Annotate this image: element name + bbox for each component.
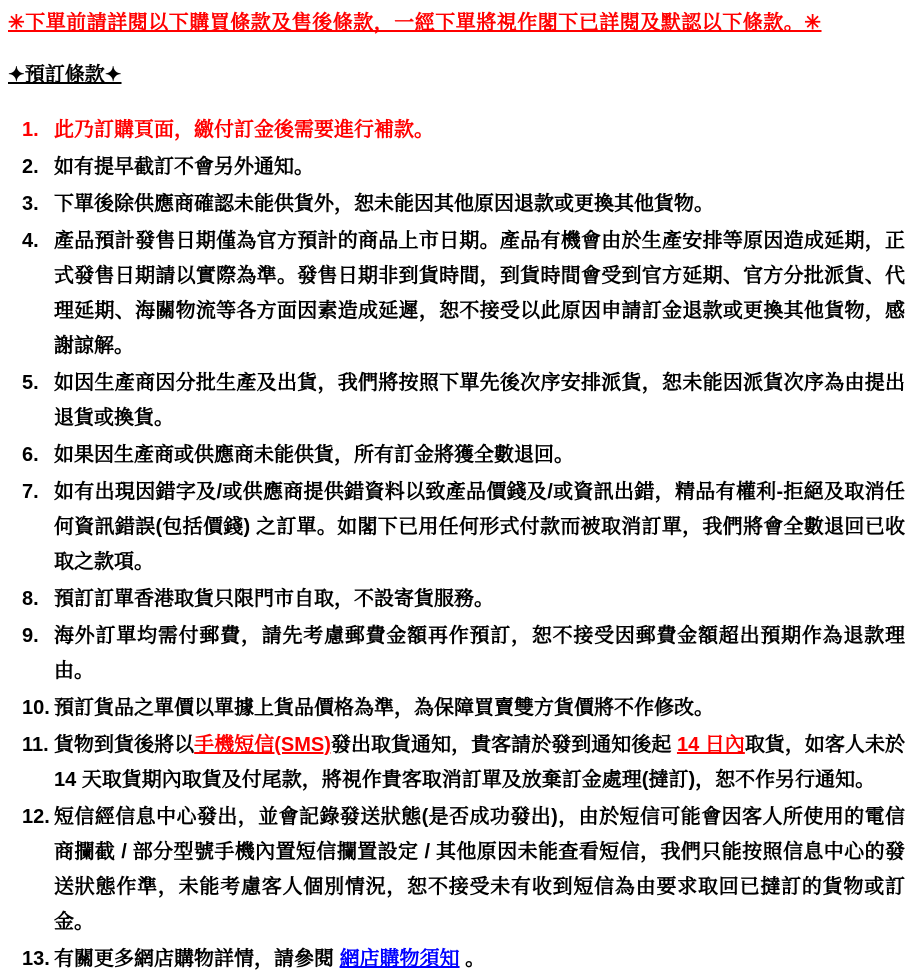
term-text [54,193,714,215]
term-text-segment: 下單後除供應商確認未能供貨外，恕未能因其他原因退款或更換其他貨物。 [54,193,714,215]
term-text [54,372,905,429]
term-text [54,697,714,719]
term-text-segment: 預訂貨品之單價以單據上貨品價格為準，為保障買賣雙方貨價將不作修改。 [54,697,714,719]
term-item-1 [8,113,905,148]
term-number: 7. [22,481,39,503]
term-number: 9. [22,625,39,647]
sms-highlight: 手機短信(SMS) [194,734,331,756]
term-number: 8. [22,588,39,610]
store-shopping-notice-link[interactable]: 網店購物須知 [339,948,460,970]
term-item-11 [8,728,905,798]
term-text [54,734,905,791]
term-item-9 [8,619,905,689]
term-text-segment: 有關更多網店購物詳情，請參閱 [54,948,340,970]
term-item-12 [8,800,905,940]
term-item-4 [8,224,905,364]
term-number: 5. [22,372,39,394]
term-text-segment: 如果因生產商或供應商未能供貨，所有訂金將獲全數退回。 [54,444,574,466]
term-item-8 [8,582,905,617]
term-text [54,156,314,178]
term-number: 12. [22,806,50,828]
term-text-segment: 如有出現因錯字及/或供應商提供錯資料以致產品價錢及/或資訊出錯，精品有權利-拒絕及取消任何資訊錯誤(包括價錢) 之訂單。如閣下已用任何形式付款而被取消訂單，我們將會全數退回已收取之款項。 [54,481,905,573]
term-text-segment: 海外訂單均需付郵費，請先考慮郵費金額再作預訂，恕不接受因郵費金額超出預期作為退款理由。 [54,625,905,682]
term-number: 11. [22,734,49,756]
term-number: 6. [22,444,39,466]
term-number: 10. [22,697,50,719]
term-number: 13. [22,948,50,970]
section-heading: ✦預訂條款✦ [8,64,122,86]
term-text-segment: 發出取貨通知，貴客請於發到通知後起 [330,734,677,756]
term-item-6 [8,438,905,473]
term-text [54,481,905,573]
term-text-segment: 此乃訂購頁面，繳付訂金後需要進行補款。 [54,119,434,141]
term-text-segment: 取貨，如客人未於 14 天取貨期內取貨及付尾款，將視作貴客取消訂單及放棄訂金處理(撻訂)，恕不作另行通知。 [54,734,905,791]
term-text-segment: 。 [459,948,486,970]
deadline-highlight: 14 日內 [676,734,745,756]
term-item-10 [8,691,905,726]
terms-list [8,113,905,977]
term-item-2 [8,150,905,185]
term-number: 3. [22,193,39,215]
term-text [54,625,905,682]
term-text [54,230,905,357]
term-text-segment: 預訂訂單香港取貨只限門市自取，不設寄貨服務。 [54,588,494,610]
term-text-segment: 如有提早截訂不會另外通知。 [54,156,314,178]
term-text [54,444,574,466]
term-item-7 [8,475,905,580]
term-text-segment: 貨物到貨後將以 [54,734,195,756]
term-number: 1. [22,119,39,141]
term-item-5 [8,366,905,436]
term-text-segment: 產品預計發售日期僅為官方預計的商品上市日期。產品有機會由於生產安排等原因造成延期，正式發售日期請以實際為準。發售日期非到貨時間，到貨時間會受到官方延期、官方分批派貨、代理延期、海關物流等各方面因素造成延遲，恕不接受以此原因申請訂金退款或更換其他貨物，感謝諒解。 [54,230,905,357]
term-text [54,588,494,610]
term-number: 4. [22,230,39,252]
term-text [54,806,905,933]
term-text [54,948,485,970]
term-item-13 [8,942,905,977]
term-number: 2. [22,156,39,178]
page-title: ✳下單前請詳閱以下購買條款及售後條款，一經下單將視作閣下已詳閱及默認以下條款。✳ [8,12,822,34]
term-item-3 [8,187,905,222]
term-text-segment: 短信經信息中心發出，並會記錄發送狀態(是否成功發出)，由於短信可能會因客人所使用的電信商攔截 / 部分型號手機內置短信攔置設定 / 其他原因未能查看短信，我們只能按照信息中心的發送狀態作準，未能考慮客人個別情況，恕不接受未有收到短信為由要求取回已撻訂的貨物或訂金。 [54,806,905,933]
term-text-segment: 如因生產商因分批生產及出貨，我們將按照下單先後次序安排派貨，恕未能因派貨次序為由提出退貨或換貨。 [54,372,905,429]
term-text [54,119,434,141]
